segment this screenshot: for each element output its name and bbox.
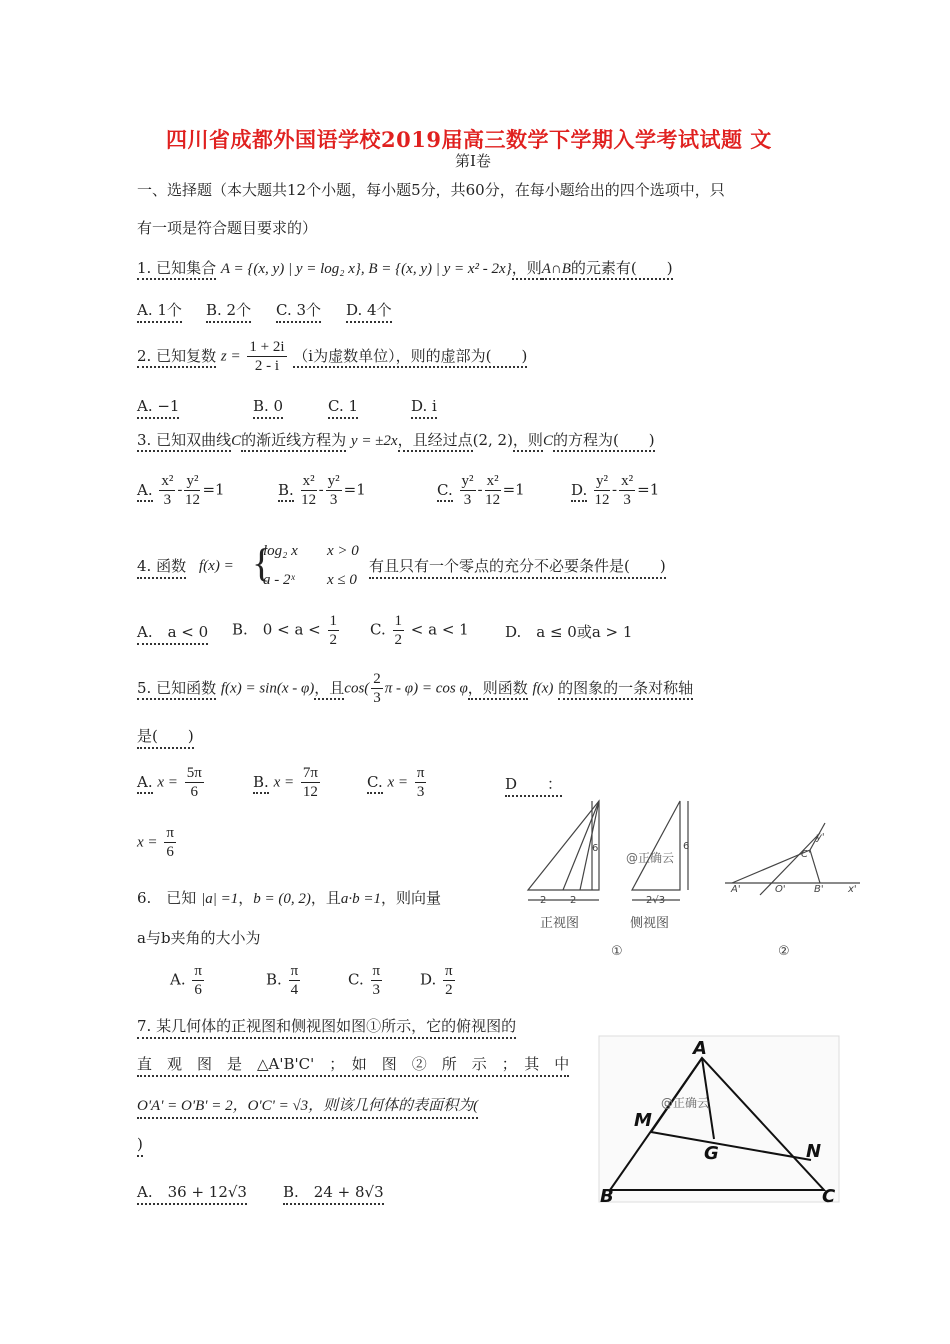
q5-option-c	[367, 764, 428, 801]
q3-opt-a-n1: x²	[161, 473, 174, 489]
q3-opt-b-label: B.	[278, 481, 294, 502]
q3-opt-b-n2: y²	[327, 473, 340, 489]
q5-opt-a-label: A.	[137, 773, 153, 794]
q5-opt-c-label: C.	[367, 773, 383, 794]
q3-opt-b-frac2	[326, 472, 342, 509]
label-m: M	[634, 1110, 652, 1131]
q6-opt-d-n: π	[445, 963, 453, 979]
question-2	[137, 338, 527, 375]
q3-opt-c-eq: =1	[502, 480, 525, 499]
q5-cos-post: π - φ) = cos φ	[384, 680, 468, 697]
q3-opt-d-eq: =1	[637, 480, 660, 499]
q7-line1: 7. 某几何体的正视图和侧视图如图①所示，它的俯视图的	[137, 1016, 516, 1039]
q5-fx: f(x)	[532, 680, 554, 697]
q6-option-c	[348, 962, 384, 999]
q3-opt-a-n2: y²	[186, 473, 199, 489]
q3-point: (2, 2)	[472, 431, 513, 449]
pt-y: y'	[816, 832, 825, 843]
q3-opt-a-minus: -	[177, 480, 183, 499]
q1-option-a: A. 1个	[137, 300, 182, 323]
q3-option-d	[571, 472, 659, 509]
q4-option-a: A. a < 0	[137, 622, 208, 645]
q3-opt-c-n1: y²	[461, 473, 474, 489]
section-intro-line1: 一、选择题（本大题共12个小题，每小题5分，共60分，在每小题给出的四个选项中，只	[137, 181, 725, 199]
pt-c: C'	[801, 849, 811, 860]
figure-2	[598, 1035, 841, 1205]
q6-opt-b-label: B.	[266, 970, 282, 989]
q7-option-b: B. 24 + 8√3	[283, 1182, 384, 1205]
q4-opt-c-post: < a < 1	[410, 620, 469, 639]
q3-option-c	[437, 472, 525, 509]
q3-opt-c-n2: x²	[486, 473, 499, 489]
q2-option-a: A. −1	[137, 396, 179, 419]
question-5	[137, 670, 693, 707]
q4-f: f(x) =	[199, 558, 234, 574]
question-1	[137, 258, 673, 279]
q6-option-d	[420, 962, 457, 999]
page-title: 四川省成都外国语学校2019届高三数学下学期入学考试试题 文	[166, 127, 772, 152]
q6-option-a	[170, 962, 206, 999]
q1-text-b: ，则	[512, 259, 542, 280]
q7-option-a: A. 36 + 12√3	[137, 1182, 247, 1205]
oblique-view	[725, 823, 860, 895]
q4-case1-cond: x > 0	[327, 543, 359, 559]
q1-set-a: A = {(x, y) | y = log₂ x}	[220, 261, 361, 277]
q4-opt-b-d: 2	[329, 632, 337, 648]
q5-cos-pre: cos(	[344, 680, 370, 697]
front-view-label: 正视图	[540, 916, 580, 931]
q3-text-d: ，则	[513, 431, 543, 452]
q4-option-d: D. a ≤ 0或a > 1	[505, 623, 633, 641]
q3-opt-c-minus: -	[477, 480, 483, 499]
q6-opt-b-d: 4	[290, 982, 299, 998]
q6-opt-b-n: π	[290, 963, 299, 979]
q6-text-b: ，	[238, 889, 254, 907]
q2-option-b: B. 0	[253, 396, 283, 419]
q6-text-c: ，且	[310, 889, 341, 907]
q3-opt-d-n2: x²	[621, 473, 634, 489]
q6-text-d: ，则向量	[381, 889, 442, 907]
front-dim-2b: 2	[570, 895, 577, 906]
q3-opt-c-frac1	[460, 472, 476, 509]
q4-opt-b-n: 1	[329, 613, 337, 629]
q2-option-d: D. i	[411, 396, 437, 419]
q6-opt-a-label: A.	[170, 970, 186, 989]
q6-abs-a: |a| =1	[201, 891, 239, 907]
q4-brace: {	[252, 540, 272, 585]
question-3	[137, 430, 655, 451]
q5-option-d-value	[137, 824, 178, 861]
q1-set-b: , B = {(x, y) | y = x² - 2x}	[360, 261, 512, 277]
q5-opt-c-d: 3	[416, 784, 425, 800]
q6-opt-a-d: 6	[194, 982, 202, 998]
label-a: A	[693, 1038, 707, 1059]
q5-opt-c-frac	[415, 764, 427, 801]
q5-opt-c-pre: x =	[387, 774, 409, 791]
circle-1-label: ①	[611, 944, 623, 959]
q5-opt-a-d: 6	[190, 784, 198, 800]
q5-opt-d-frac	[164, 824, 176, 861]
q6-opt-c-n: π	[372, 963, 381, 979]
q6-opt-c-frac	[371, 962, 383, 999]
q3-opt-d-label: D.	[571, 481, 587, 502]
q5-opt-d-pre: x =	[137, 834, 158, 851]
q3-lead: 3. 已知双曲线	[137, 431, 231, 452]
q5-option-a	[137, 764, 206, 801]
q5-cos-n: 2	[373, 671, 381, 687]
q5-text-b: ，且	[314, 679, 344, 700]
q2-fraction	[247, 338, 286, 375]
q5-opt-b-d: 12	[302, 784, 318, 800]
q5-opt-b-label: B.	[253, 773, 269, 794]
q3-opt-a-eq: =1	[202, 480, 225, 499]
q3-opt-a-label: A.	[137, 481, 153, 502]
q1-tail: 的元素有( )	[571, 259, 673, 280]
q3-c: C	[231, 433, 242, 449]
q2-lead: 2. 已知复数	[137, 347, 216, 368]
q3-opt-c-d1: 3	[463, 492, 472, 508]
q5-lead: 5. 已知函数	[137, 679, 216, 700]
figure-2-watermark: @正确云	[661, 1096, 710, 1110]
q4-opt-c-d: 2	[394, 632, 402, 648]
q4-option-c	[370, 612, 469, 649]
q5-opt-b-frac	[301, 764, 320, 801]
q4-opt-c-pre: C.	[370, 620, 386, 639]
q3-opt-b-d2: 3	[329, 492, 338, 508]
pt-x: x'	[848, 884, 857, 895]
q6-opt-c-label: C.	[348, 970, 364, 989]
q4-case2-cond: x ≤ 0	[327, 572, 357, 588]
section-intro-line2: 有一项是符合题目要求的）	[137, 219, 318, 237]
pt-a: A'	[731, 884, 741, 895]
q3-opt-c-label: C.	[437, 481, 453, 502]
q5-f: f(x) = sin(x - φ)	[220, 680, 315, 697]
label-g: G	[704, 1143, 719, 1164]
q3-opt-a-d1: 3	[163, 492, 172, 508]
q3-asymptote: y = ±2x	[350, 433, 398, 449]
q4-option-b	[232, 612, 341, 649]
q1-expr: A∩B	[542, 261, 571, 280]
q3-opt-c-frac2	[485, 472, 501, 509]
q1-option-d: D. 4个	[346, 300, 392, 323]
q3-opt-b-frac1	[301, 472, 317, 509]
q6-line2: a与b夹角的大小为	[137, 929, 261, 947]
q3-opt-d-d1: 12	[594, 492, 610, 508]
q5-text-c: ，则函数	[468, 679, 528, 700]
q3-opt-d-frac2	[619, 472, 635, 509]
q3-opt-b-minus: -	[318, 480, 324, 499]
q5-opt-b-n: 7π	[302, 765, 318, 781]
q6-b-vec: b = (0, 2)	[253, 891, 311, 907]
q2-num: 1 + 2i	[249, 339, 285, 355]
q5-opt-c-n: π	[416, 765, 425, 781]
q3-opt-c-d2: 12	[485, 492, 501, 508]
q3-option-a	[137, 472, 225, 509]
q5-opt-d-d: 6	[166, 844, 174, 860]
q7-line4: )	[137, 1134, 143, 1157]
q7-line2: 直 观 图 是 △A'B'C' ； 如 图 ② 所 示 ； 其 中	[137, 1054, 569, 1077]
label-n: N	[806, 1141, 822, 1162]
pt-b: B'	[814, 884, 824, 895]
q3-opt-d-d2: 3	[623, 492, 631, 508]
q4-case1-expr: log₂ x	[263, 543, 298, 559]
q5-opt-a-n: 5π	[186, 765, 202, 781]
q6-opt-d-frac	[443, 962, 455, 999]
side-dim-23: 2√3	[646, 895, 666, 906]
q2-den: 2 - i	[254, 358, 280, 374]
q3-tail: 的方程为( )	[553, 431, 655, 452]
q4-tail: 有且只有一个零点的充分不必要条件是( )	[369, 556, 666, 579]
q6-dot: a·b =1	[340, 891, 381, 907]
q2-option-c: C. 1	[328, 396, 358, 419]
q3-option-b	[278, 472, 366, 509]
q3-opt-a-frac2	[184, 472, 200, 509]
q3-text-b: 的渐近线方程为	[241, 431, 346, 452]
q3-opt-a-d2: 12	[184, 492, 200, 508]
q4-opt-c-n: 1	[394, 613, 402, 629]
q3-c2: C	[542, 433, 553, 449]
side-view-label: 侧视图	[630, 916, 670, 931]
q7-line3: O'A' = O'B' = 2，O'C' = √3，则该几何体的表面积为(	[137, 1096, 478, 1119]
q4-opt-c-frac	[393, 612, 405, 649]
q5-cos-frac	[371, 670, 383, 707]
q4-opt-b-pre: B. 0 < a <	[232, 620, 321, 639]
q3-opt-d-frac1	[594, 472, 610, 509]
q6-opt-a-n: π	[194, 963, 202, 979]
label-c: C	[822, 1186, 836, 1205]
q3-opt-d-n1: y²	[596, 473, 609, 489]
part-heading: 第I卷	[455, 152, 491, 170]
q5-opt-d-n: π	[166, 825, 174, 841]
q5-opt-a-frac	[185, 764, 204, 801]
label-b: B	[600, 1186, 614, 1205]
pt-o: O'	[775, 884, 786, 895]
q5-line2: 是( )	[137, 726, 194, 749]
front-dim-2a: 2	[540, 895, 547, 906]
q3-text-c: ，且经过点	[398, 431, 473, 452]
q6-lead: 6. 已知	[137, 889, 197, 907]
figure-1	[520, 795, 865, 965]
q5-cos-d: 3	[373, 690, 381, 706]
side-dim-6: 6	[683, 841, 690, 852]
side-watermark: @正确云	[626, 851, 675, 865]
q3-opt-b-d1: 12	[301, 492, 317, 508]
q6-opt-d-label: D.	[420, 970, 437, 989]
q5-text-d: 的图象的一条对称轴	[558, 679, 693, 700]
q6-option-b	[266, 962, 302, 999]
front-view	[528, 801, 599, 900]
q6-opt-c-d: 3	[372, 982, 381, 998]
q3-opt-b-eq: =1	[343, 480, 366, 499]
q1-option-c: C. 3个	[276, 300, 321, 323]
question-6	[137, 888, 441, 909]
q5-option-b	[253, 764, 322, 801]
q4-lead: 4. 函数	[137, 556, 186, 579]
q3-opt-d-minus: -	[612, 480, 618, 499]
q2-tail: （i为虚数单位），则的虚部为( )	[293, 347, 527, 368]
q4-opt-b-frac	[328, 612, 340, 649]
front-dim-6: 6	[592, 843, 599, 854]
q6-opt-a-frac	[192, 962, 204, 999]
circle-2-label: ②	[778, 944, 790, 959]
q4-case2-expr: a - 2ˣ	[263, 572, 295, 588]
q6-opt-b-frac	[289, 962, 301, 999]
q3-opt-b-n1: x²	[302, 473, 315, 489]
q1-lead: 1. 已知集合	[137, 259, 216, 280]
q1-option-b: B. 2个	[206, 300, 251, 323]
q2-z: z =	[220, 348, 241, 365]
q5-option-d-label: D ：	[505, 774, 562, 797]
q5-opt-b-pre: x =	[273, 774, 295, 791]
q3-opt-a-frac1	[159, 472, 175, 509]
q6-opt-d-d: 2	[445, 982, 453, 998]
q5-opt-a-pre: x =	[157, 774, 178, 791]
